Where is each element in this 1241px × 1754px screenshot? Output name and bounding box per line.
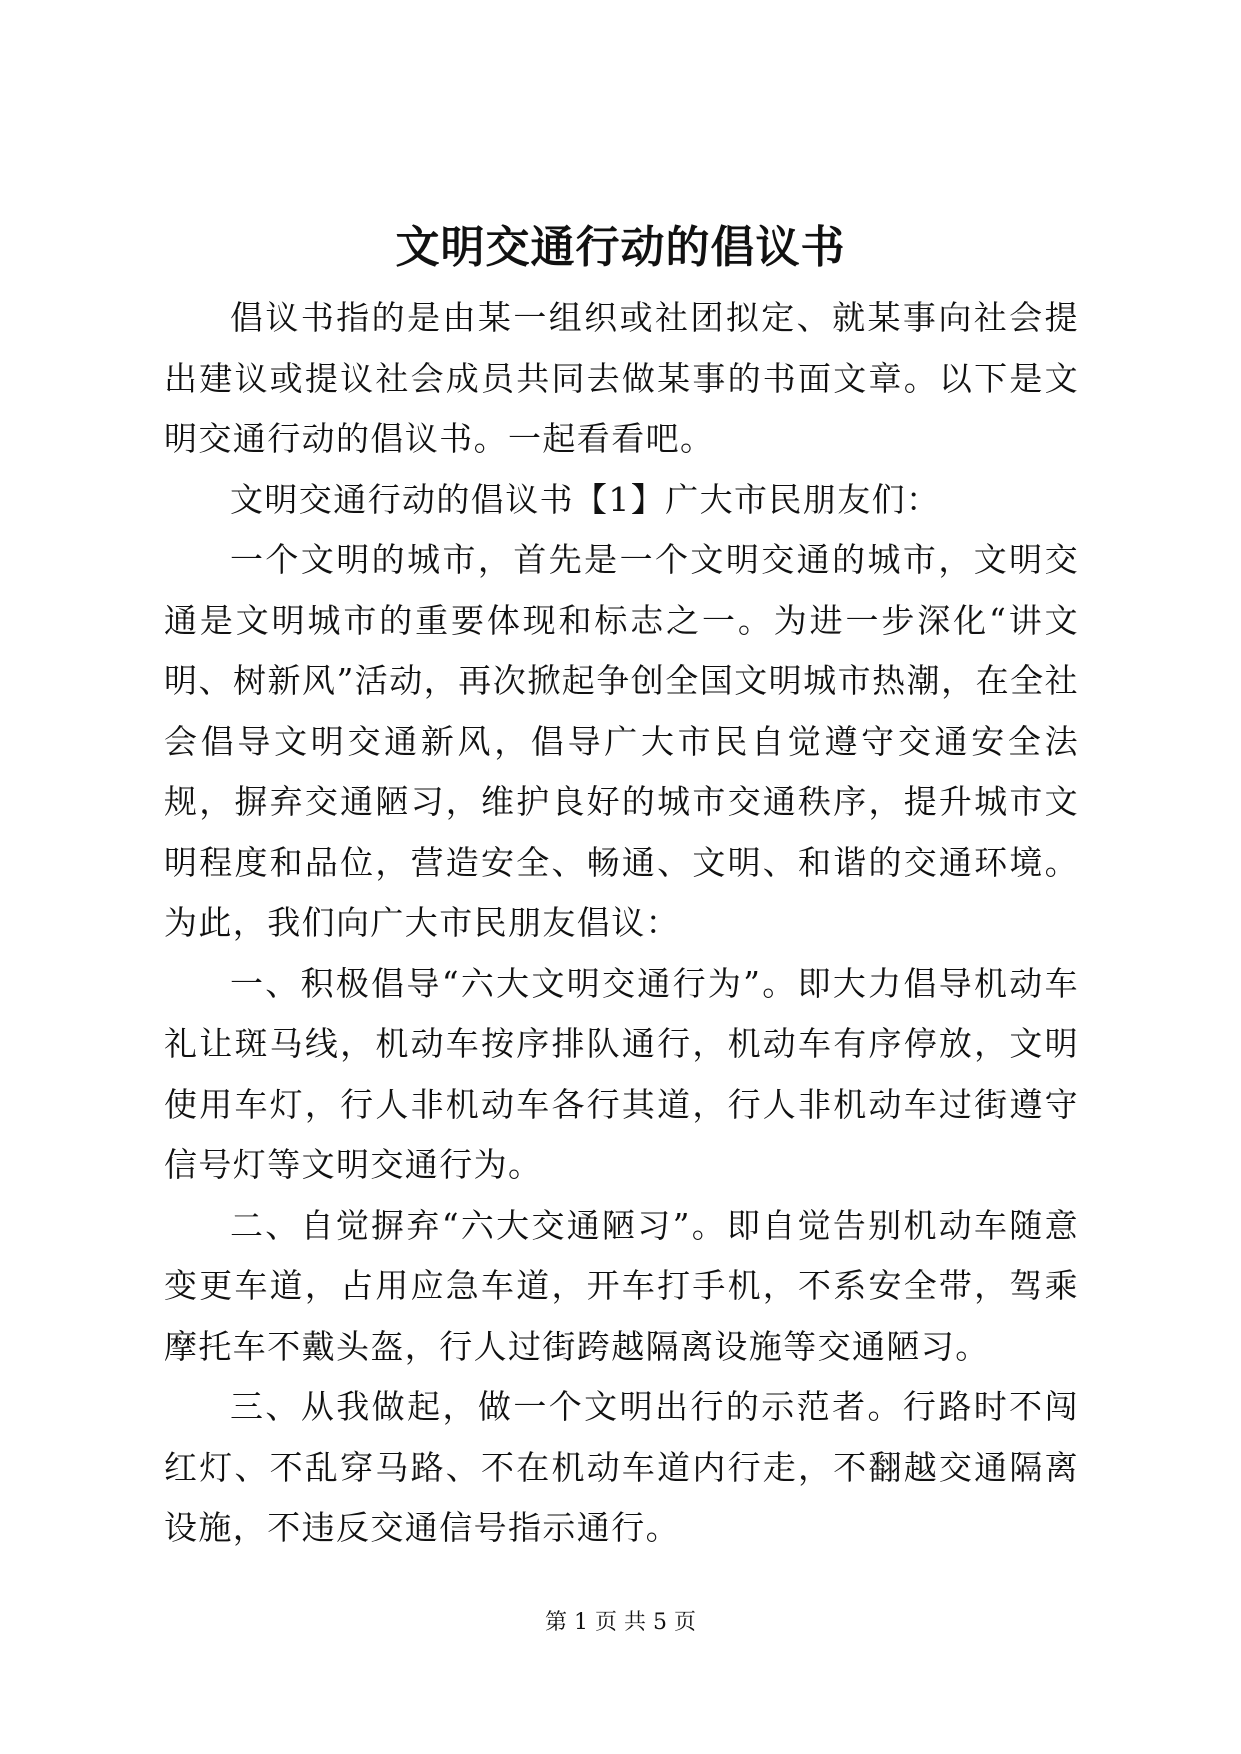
document-title: 文明交通行动的倡议书 <box>395 222 846 273</box>
paragraph-item-1: 一、积极倡导“六大文明交通行为”。即大力倡导机动车礼让斑马线，机动车按序排队通行，机动车有序停放，文明使用车灯，行人非机动车各行其道，行人非机动车过街遵守信号灯等文明交通行为。 <box>164 963 1079 1184</box>
paragraph-item-2: 二、自觉摒弃“六大交通陋习”。即自觉告别机动车随意变更车道，占用应急车道，开车打手机，不系安全带，驾乘摩托车不戴头盔，行人过街跨越隔离设施等交通陋习。 <box>164 1205 1079 1366</box>
page-number-footer: 第 1 页 共 5 页 <box>545 1610 696 1635</box>
paragraph-background: 一个文明的城市，首先是一个文明交通的城市，文明交通是文明城市的重要体现和标志之一。为进一步深化“讲文明、树新风”活动，再次掀起争创全国文明城市热潮，在全社会倡导文明交通新风，倡导广大市民自觉遵守交通安全法规，摒弃交通陋习，维护良好的城市交通秩序，提升城市文明程度和品位，营造安全、畅通、文明、和谐的交通环境。为此，我们向广大市民朋友倡议： <box>164 540 1079 942</box>
paragraph-salutation: 文明交通行动的倡议书【1】广大市民朋友们： <box>230 479 941 519</box>
paragraph-item-3: 三、从我做起，做一个文明出行的示范者。行路时不闯红灯、不乱穿马路、不在机动车道内行走，不翻越交通隔离设施，不违反交通信号指示通行。 <box>164 1387 1079 1547</box>
document-body <box>164 288 1079 1559</box>
paragraph-intro: 倡议书指的是由某一组织或社团拟定、就某事向社会提出建议或提议社会成员共同去做某事的书面文章。以下是文明交通行动的倡议书。一起看看吧。 <box>164 298 1079 458</box>
